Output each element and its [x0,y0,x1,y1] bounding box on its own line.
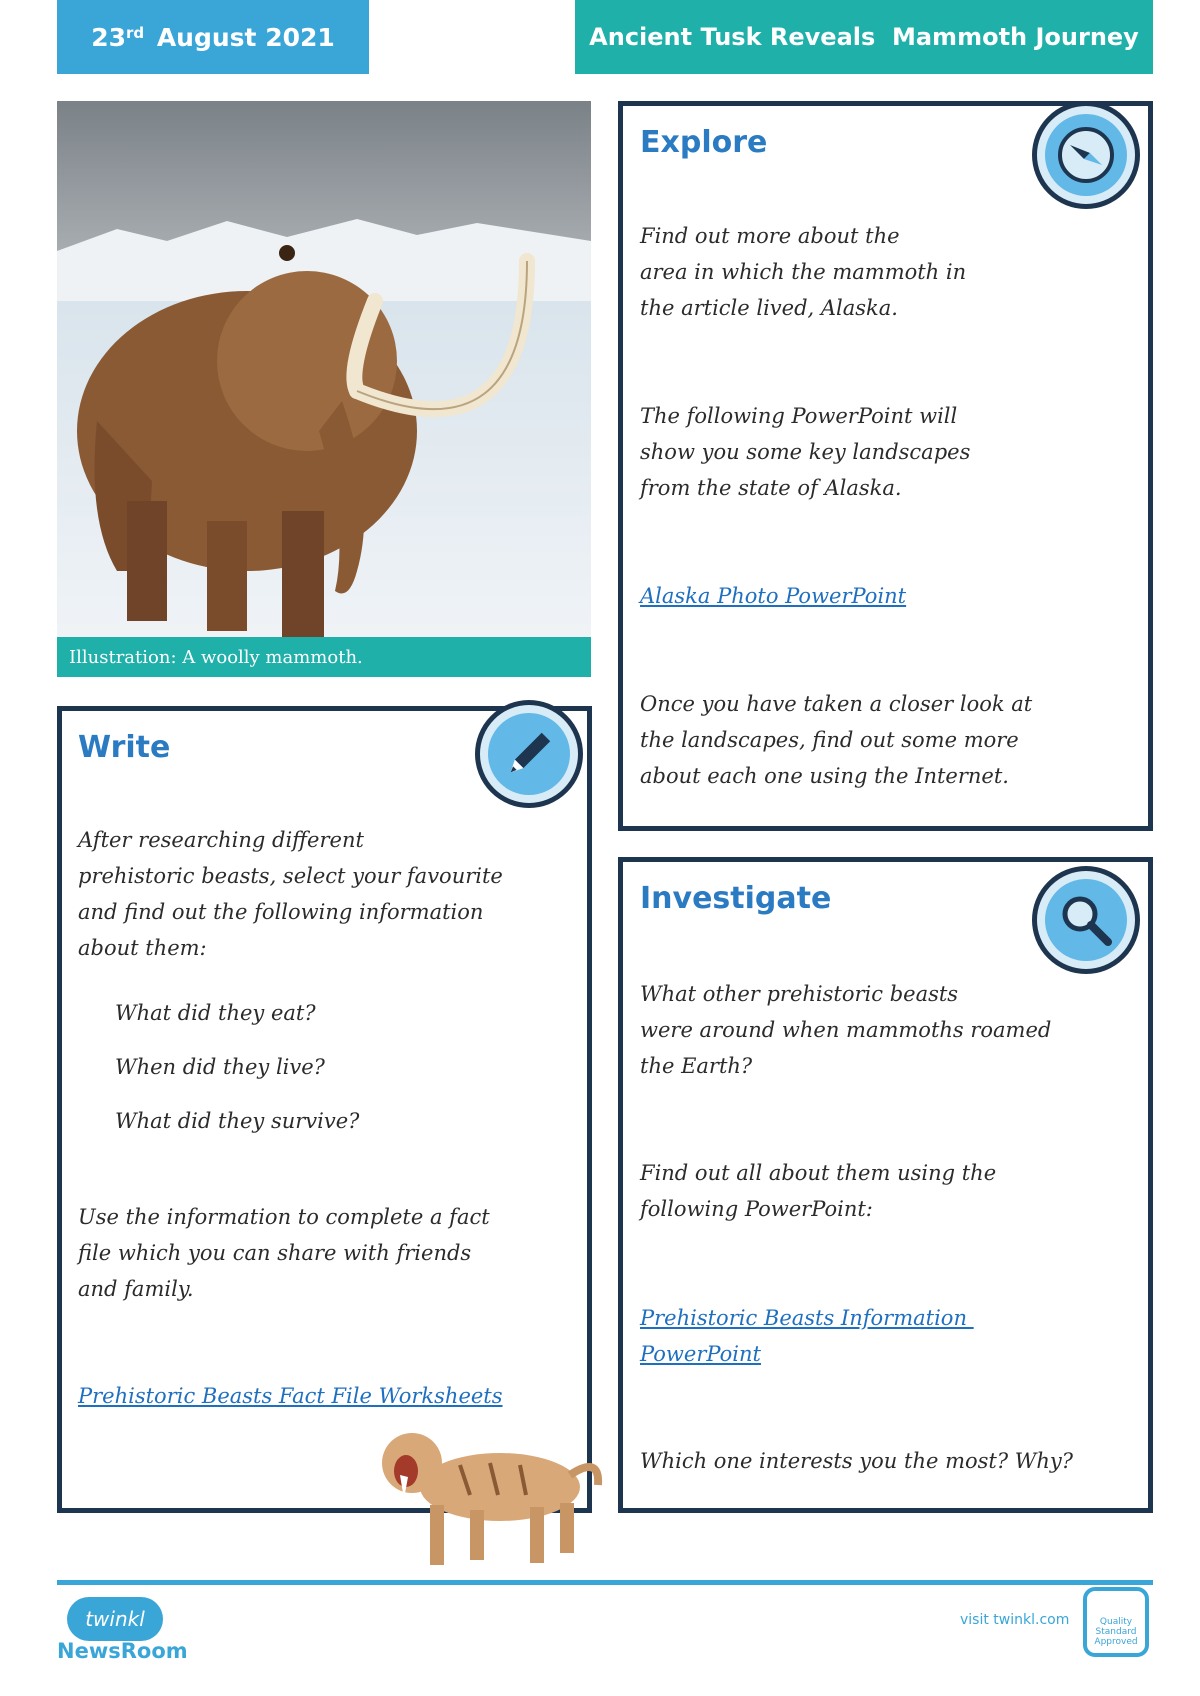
explore-p3-line: the landscapes, find out some more [640,728,1019,752]
write-outro-line: Use the information to complete a fact [78,1205,490,1229]
investigate-p1 [640,976,1051,1084]
prehistoric-beasts-link-line[interactable]: Prehistoric Beasts Information [640,1306,974,1330]
fact-file-link[interactable]: Prehistoric Beasts Fact File Worksheets [78,1384,503,1408]
investigate-p2-line: following PowerPoint: [640,1197,873,1221]
write-intro-line: After researching different [78,828,364,852]
footer-divider [57,1580,1153,1585]
explore-p3 [640,686,1032,794]
prehistoric-beasts-link[interactable] [640,1300,974,1372]
explore-title: Explore [640,125,768,160]
write-title: Write [78,730,171,765]
write-outro-line: and family. [78,1277,194,1301]
explore-p1-line: area in which the mammoth in [640,260,967,284]
explore-p2-line: show you some key landscapes [640,440,971,464]
caption-text: Illustration: A woolly mammoth. [69,646,363,668]
explore-p1 [640,218,966,326]
write-intro-line: prehistoric beasts, select your favourite [78,864,503,888]
twinkl-newsroom-logo[interactable] [57,1597,188,1669]
explore-p1-line: the article lived, Alaska. [640,296,898,320]
write-badge [475,700,583,808]
logo-newsroom-text: NewsRoom [57,1639,188,1663]
write-badge-inner [488,713,570,795]
investigate-p3: Which one interests you the most? Why? [640,1449,1074,1473]
prehistoric-beasts-link-line[interactable]: PowerPoint [640,1342,761,1366]
logo-cloud: twinkl [67,1597,163,1641]
explore-p3-line: about each one using the Internet. [640,764,1009,788]
compass-icon [1056,125,1116,185]
write-question: What did they eat? [115,1001,316,1025]
date-day: 23 [91,22,126,52]
explore-p2-line: The following PowerPoint will [640,404,958,428]
write-question: What did they survive? [115,1109,360,1133]
investigate-p1-line: the Earth? [640,1054,753,1078]
investigate-badge-inner [1045,879,1127,961]
date-suffix: rd [125,24,145,42]
investigate-p2-line: Find out all about them using the [640,1161,997,1185]
investigate-p2 [640,1155,996,1227]
write-intro [78,822,503,966]
pencil-icon [501,726,557,782]
explore-p1-line: Find out more about the [640,224,900,248]
explore-p3-line: Once you have taken a closer look at [640,692,1033,716]
write-outro-line: file which you can share with friends [78,1241,472,1265]
date-banner [57,0,369,74]
write-outro [78,1199,490,1307]
explore-p2 [640,398,970,506]
investigate-badge [1032,866,1140,974]
investigate-p1-line: were around when mammoths roamed [640,1018,1052,1042]
alaska-powerpoint-link[interactable]: Alaska Photo PowerPoint [640,584,907,608]
article-title: Ancient Tusk Reveals Mammoth Journey [589,23,1139,51]
article-title-banner [575,0,1153,74]
write-intro-line: and find out the following information [78,900,484,924]
magnifier-icon [1056,890,1116,950]
write-questions [115,986,359,1148]
visit-twinkl-link[interactable]: visit twinkl.com [960,1612,1070,1628]
quality-approved-badge: Quality Standard Approved [1083,1587,1149,1657]
write-intro-line: about them: [78,936,207,960]
photo-caption [57,637,591,677]
date-rest: August 2021 [148,22,335,52]
investigate-p1-line: What other prehistoric beasts [640,982,959,1006]
explore-badge [1032,101,1140,209]
investigate-title: Investigate [640,881,832,916]
explore-badge-inner [1045,114,1127,196]
mammoth-illustration [57,101,591,677]
explore-p2-line: from the state of Alaska. [640,476,902,500]
sabre-tooth-cat-illustration [360,1415,610,1575]
write-question: When did they live? [115,1055,325,1079]
